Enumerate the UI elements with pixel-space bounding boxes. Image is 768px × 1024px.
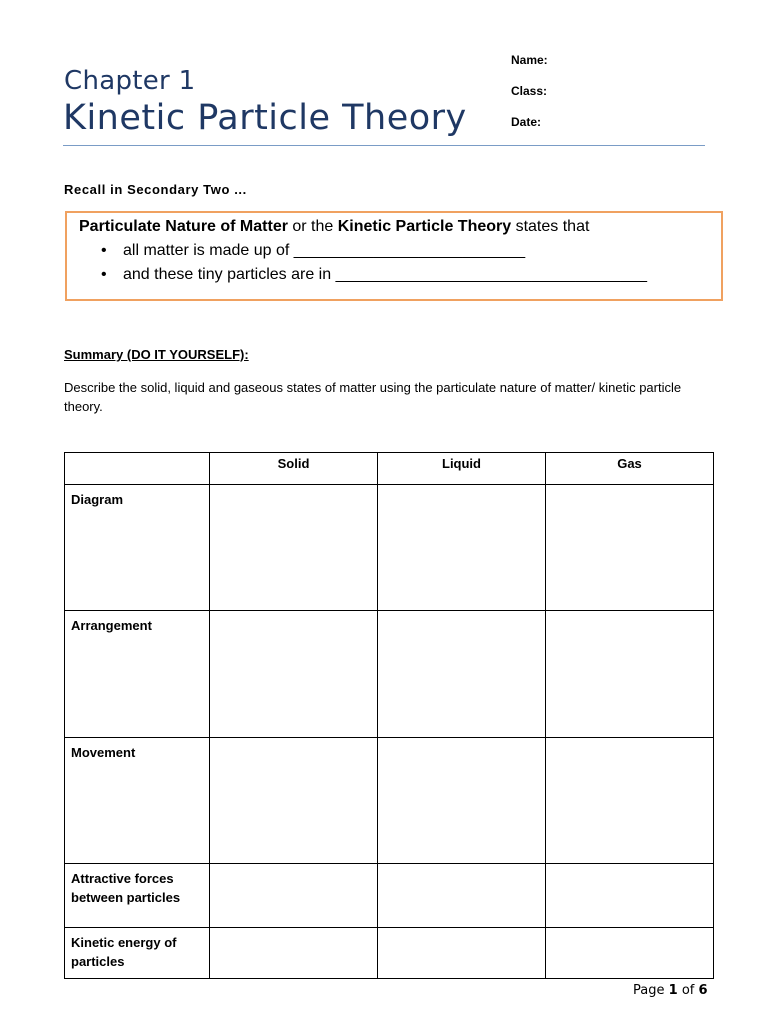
term-kinetic-particle-theory: Kinetic Particle Theory — [337, 218, 512, 235]
answer-cell[interactable] — [546, 611, 714, 738]
column-header-gas: Gas — [546, 453, 714, 485]
definition-statement — [79, 218, 589, 236]
states-of-matter-table — [64, 452, 714, 979]
answer-cell[interactable] — [546, 738, 714, 864]
recall-heading: Recall in Secondary Two ... — [64, 182, 247, 197]
row-label-attractive-forces: Attractive forces between particles — [65, 864, 210, 928]
row-label-arrangement: Arrangement — [65, 611, 210, 738]
column-header-solid: Solid — [210, 453, 378, 485]
bullet-text: all matter is made up of __________________________ — [123, 242, 526, 259]
answer-cell[interactable] — [378, 485, 546, 611]
table-row — [65, 864, 714, 928]
answer-cell[interactable] — [210, 485, 378, 611]
answer-cell[interactable] — [210, 864, 378, 928]
total-pages: 6 — [698, 983, 708, 998]
answer-cell[interactable] — [210, 738, 378, 864]
page-word: Page — [633, 983, 665, 998]
current-page: 1 — [668, 983, 678, 998]
answer-cell[interactable] — [378, 864, 546, 928]
chapter-label: Chapter 1 — [64, 66, 196, 96]
page-indicator — [633, 983, 708, 998]
row-label-kinetic-energy: Kinetic energy of particles — [65, 928, 210, 979]
header-divider — [63, 145, 705, 146]
answer-cell[interactable] — [546, 928, 714, 979]
definition-box — [65, 211, 723, 301]
answer-cell[interactable] — [378, 928, 546, 979]
bullet-marker: • — [101, 242, 107, 259]
row-label-diagram: Diagram — [65, 485, 210, 611]
table-row — [65, 611, 714, 738]
statement-tail: states that — [511, 218, 590, 235]
answer-cell[interactable] — [378, 611, 546, 738]
instructions-text: Describe the solid, liquid and gaseous states of matter using the particulate nature of matter/ kinetic particle theory. — [64, 380, 682, 414]
answer-cell[interactable] — [546, 864, 714, 928]
name-label: Name: — [511, 53, 548, 67]
bullet-text: and these tiny particles are in ___________________________________ — [123, 266, 648, 283]
column-header-liquid: Liquid — [378, 453, 546, 485]
table-header-row — [65, 453, 714, 485]
answer-cell[interactable] — [546, 485, 714, 611]
table-row — [65, 485, 714, 611]
answer-cell[interactable] — [210, 928, 378, 979]
of-word: of — [681, 983, 695, 998]
table-corner-cell — [65, 453, 210, 485]
table-row — [65, 738, 714, 864]
summary-heading: Summary (DO IT YOURSELF): — [64, 347, 249, 362]
row-label-movement: Movement — [65, 738, 210, 864]
table-row — [65, 928, 714, 979]
connector-text: or the — [287, 218, 338, 235]
class-label: Class: — [511, 84, 548, 98]
answer-cell[interactable] — [210, 611, 378, 738]
bullet-marker: • — [101, 266, 107, 283]
term-particulate-nature: Particulate Nature of Matter — [79, 218, 288, 235]
date-label: Date: — [511, 115, 542, 129]
answer-cell[interactable] — [378, 738, 546, 864]
page-title: Kinetic Particle Theory — [63, 98, 467, 138]
